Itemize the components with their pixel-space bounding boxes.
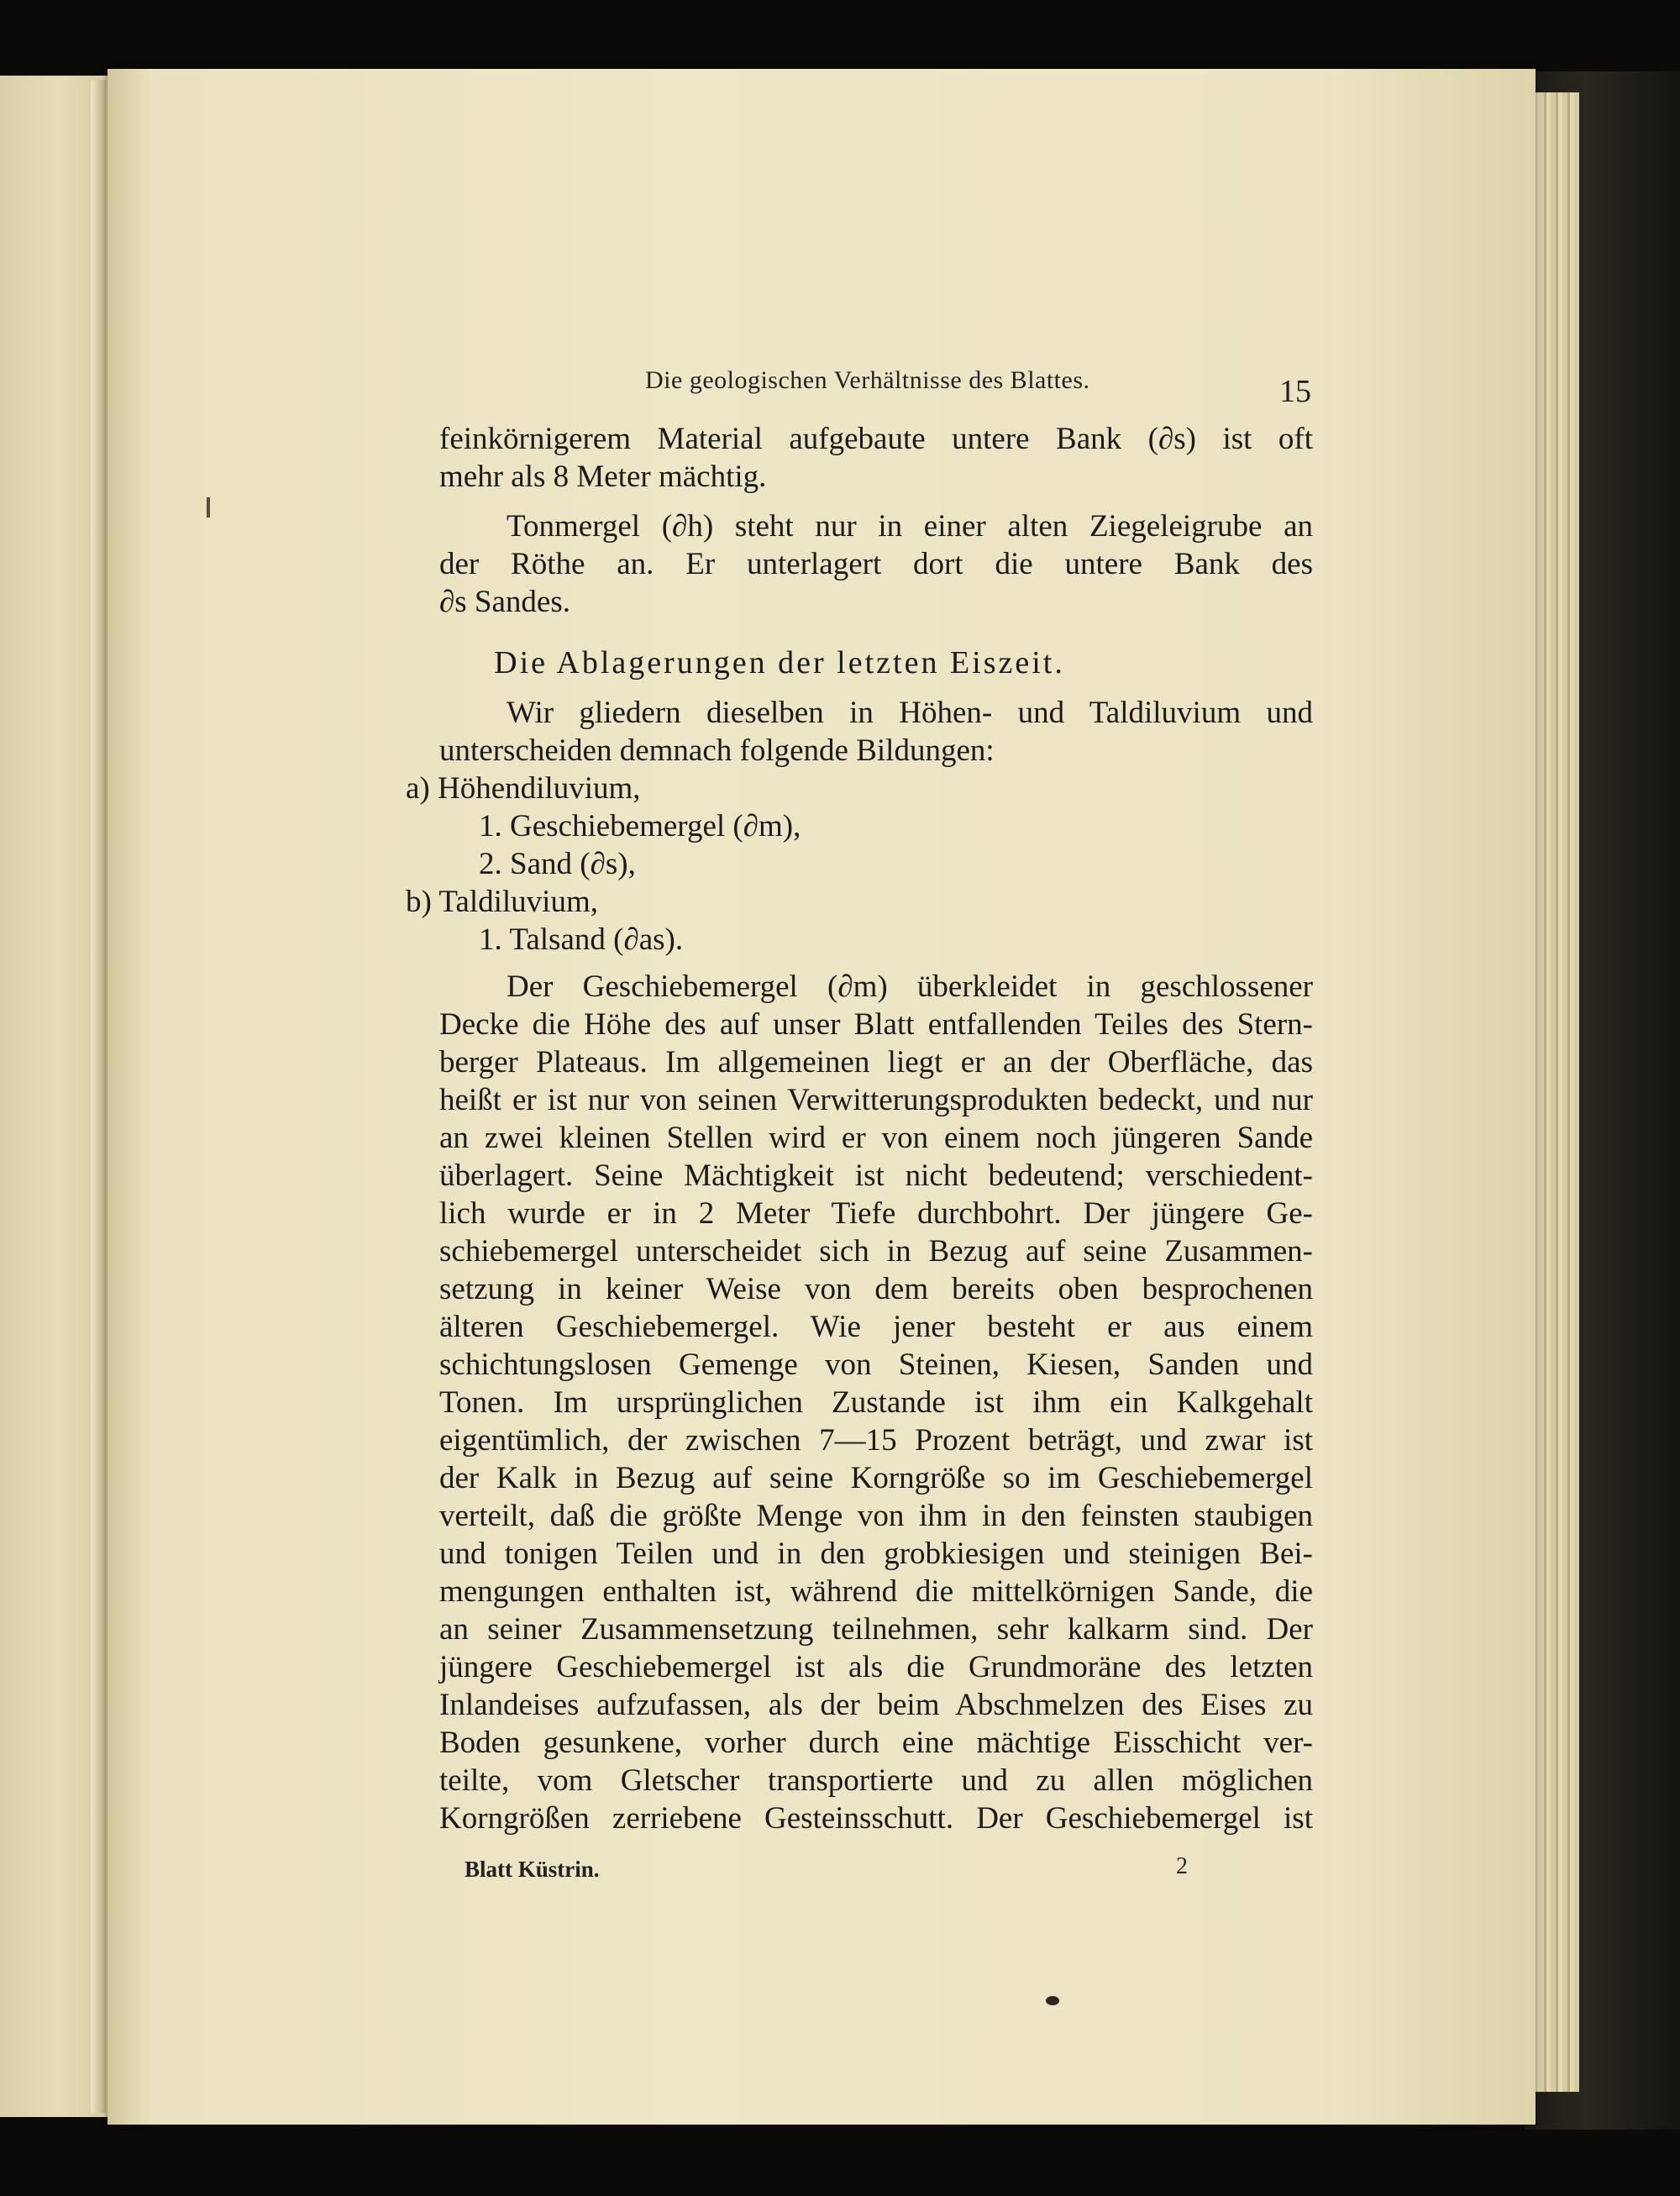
list-item: 1. Geschiebemergel (∂m), [479,809,801,843]
text-line: mehr als 8 Meter mächtig. [439,460,767,494]
section-heading: Die Ablagerungen der letzten Eiszeit. [494,645,1065,680]
text-line: der Röthe an. Er unterlagert dort die untere Bank des [439,547,1313,581]
text-line: teilte, vom Gletscher transportierte und zu allen möglichen [439,1763,1313,1798]
running-header: Die geologischen Verhältnisse des Blattes. [645,366,1090,394]
text-line: berger Plateaus. Im allgemeinen liegt er an der Oberfläche, das [439,1045,1313,1080]
text-line: eigentümlich, der zwischen 7—15 Prozent beträgt, und zwar ist [439,1423,1313,1458]
text-line: heißt er ist nur von seinen Verwitterungsprodukten bedeckt, und nur [439,1083,1313,1117]
text-line: Boden gesunkene, vorher durch eine mächtige Eisschicht ver- [439,1726,1313,1760]
text-line: schiebemergel unterscheidet sich in Bezug auf seine Zusammen- [439,1234,1313,1269]
text-line: Inlandeises aufzufassen, als der beim Abschmelzen des Eises zu [439,1688,1313,1722]
text-line: der Kalk in Bezug auf seine Korngröße so im Geschiebemergel [439,1461,1313,1495]
list-item: 1. Talsand (∂as). [479,922,684,957]
text-line: Tonen. Im ursprünglichen Zustande ist ihm ein Kalkgehalt [439,1385,1313,1420]
text-line: Tonmergel (∂h) steht nur in einer alten Ziegeleigrube an [507,509,1313,544]
text-line: und tonigen Teilen und in den grobkiesigen und steinigen Bei- [439,1537,1313,1571]
book-page [108,69,1536,2125]
list-item: a) Höhendiluvium, [406,771,641,806]
text-line: setzung in keiner Weise von dem bereits oben besprochenen [439,1272,1313,1306]
text-line: Decke die Höhe des auf unser Blatt entfallenden Teiles des Stern- [439,1007,1313,1042]
text-line: älteren Geschiebemergel. Wie jener besteht er aus einem [439,1310,1313,1344]
text-line: lich wurde er in 2 Meter Tiefe durchbohrt. Der jüngere Ge- [439,1196,1313,1231]
text-line: überlagert. Seine Mächtigkeit ist nicht bedeutend; verschiedent- [439,1158,1313,1193]
text-line: mengungen enthalten ist, während die mittelkörnigen Sande, die [439,1574,1313,1609]
text-line: Wir gliedern dieselben in Höhen- und Taldiluvium und [507,696,1313,730]
page-number: 15 [1279,374,1311,409]
text-line: schichtungslosen Gemenge von Steinen, Kiesen, Sanden und [439,1348,1313,1382]
ink-spot [1046,1996,1059,2005]
list-item: 2. Sand (∂s), [479,847,636,881]
list-item: b) Taldiluvium, [406,885,598,919]
footer-sheet-number: 2 [1176,1853,1188,1879]
binding-mark [207,497,210,517]
footer-signature: Blatt Küstrin. [465,1857,600,1882]
text-line: feinkörnigerem Material aufgebaute untere Bank (∂s) ist oft [439,422,1313,456]
text-line: an seiner Zusammensetzung teilnehmen, sehr kalkarm sind. Der [439,1612,1313,1647]
text-line: unterscheiden demnach folgende Bildungen: [439,733,995,768]
text-line: Der Geschiebemergel (∂m) überkleidet in geschlossener [507,969,1313,1004]
text-line: an zwei kleinen Stellen wird er von einem noch jüngeren Sande [439,1121,1313,1155]
left-page-edge [91,80,106,2113]
text-line: Korngrößen zerriebene Gesteinsschutt. Der Geschiebemergel ist [439,1801,1313,1836]
text-line: ∂s Sandes. [439,585,571,619]
text-line: jüngere Geschiebemergel ist als die Grundmoräne des letzten [439,1650,1313,1684]
text-line: verteilt, daß die größte Menge von ihm in den feinsten staubigen [439,1499,1313,1533]
